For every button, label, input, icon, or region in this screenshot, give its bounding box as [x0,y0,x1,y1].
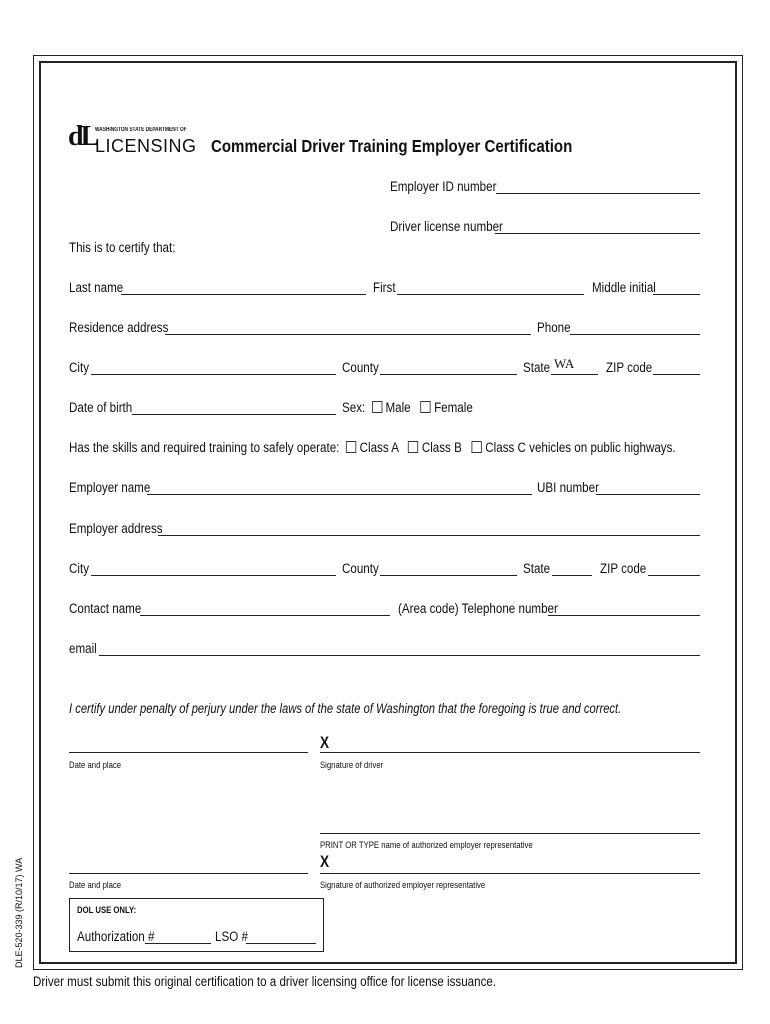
logo-name: LICENSING [95,136,197,156]
class-b-checkbox[interactable] [408,441,418,453]
city-field[interactable] [91,374,336,375]
rep-date-place-label: Date and place [69,880,122,890]
date-place-label: Date and place [69,760,122,770]
email-field[interactable] [99,655,700,656]
middle-initial-label: Middle initial [592,280,656,295]
dol-use-heading: DOL USE ONLY: [77,905,137,915]
print-name-field[interactable] [320,833,700,834]
employer-city-label: City [69,561,89,576]
logo-mark: dL [68,121,97,152]
female-label: Female [434,400,473,415]
class-b-label: Class B [421,440,462,455]
male-checkbox[interactable] [372,401,382,413]
logo-agency: WASHINGTON STATE DEPARTMENT OF [95,127,187,133]
contact-name-label: Contact name [69,601,142,616]
class-c-label: Class C vehicles on public highways. [485,440,676,455]
residence-address-field[interactable] [165,334,531,335]
employer-address-label: Employer address [69,521,163,536]
class-a-label: Class A [359,440,399,455]
footer-note: Driver must submit this original certification to a driver licensing office for license issuance. [33,974,497,989]
skills-label: Has the skills and required training to safely operate: [69,440,340,455]
employer-id-label: Employer ID number [390,179,497,194]
skills-row [69,440,676,455]
employer-name-label: Employer name [69,480,151,495]
state-field[interactable] [551,374,598,375]
driver-sign-x: X [320,733,330,752]
rep-signature-field[interactable] [320,873,700,874]
zip-label: ZIP code [606,360,653,375]
telephone-label: (Area code) Telephone number [398,601,558,616]
driver-license-field[interactable] [495,233,700,234]
phone-field[interactable] [570,334,700,335]
rep-date-place-field[interactable] [69,873,308,874]
dob-field[interactable] [132,414,336,415]
employer-county-field[interactable] [380,575,517,576]
sex-row [342,400,473,415]
driver-signature-label: Signature of driver [320,760,384,770]
sex-label: Sex: [342,400,366,415]
form-title: Commercial Driver Training Employer Certification [211,136,573,156]
employer-state-field[interactable] [552,575,592,576]
class-a-checkbox[interactable] [346,441,356,453]
lso-field[interactable] [246,943,316,944]
print-name-label: PRINT OR TYPE name of authorized employer representative [320,840,533,850]
county-label: County [342,360,379,375]
last-name-label: Last name [69,280,124,295]
first-name-field[interactable] [397,294,584,295]
middle-initial-field[interactable] [653,294,700,295]
female-checkbox[interactable] [420,401,430,413]
employer-city-field[interactable] [91,575,336,576]
telephone-field[interactable] [548,615,700,616]
employer-county-label: County [342,561,379,576]
county-field[interactable] [380,374,517,375]
ubi-field[interactable] [596,494,700,495]
employer-zip-field[interactable] [648,575,700,576]
state-label: State [523,360,551,375]
driver-signature-field[interactable] [320,752,700,753]
date-place-field[interactable] [69,752,308,753]
city-label: City [69,360,89,375]
last-name-field[interactable] [121,294,366,295]
ubi-label: UBI number [537,480,599,495]
employer-state-label: State [523,561,551,576]
authorization-field[interactable] [145,943,211,944]
employer-name-field[interactable] [147,494,532,495]
contact-name-field[interactable] [140,615,390,616]
dob-label: Date of birth [69,400,133,415]
rep-sign-x: X [320,852,330,871]
inner-border [39,61,737,964]
driver-license-label: Driver license number [390,219,503,234]
class-c-checkbox[interactable] [472,441,482,453]
lso-label: LSO # [215,929,248,944]
form-number: DLE-520-339 (R/10/17) WA [14,857,24,968]
certification-statement: I certify under penalty of perjury under the laws of the state of Washington that the foregoing is true and correct. [69,701,622,716]
employer-id-field[interactable] [496,193,700,194]
employer-zip-label: ZIP code [600,561,647,576]
zip-field[interactable] [653,374,700,375]
state-value: WA [554,356,575,371]
phone-label: Phone [537,320,571,335]
certify-text: This is to certify that: [69,240,176,255]
male-label: Male [385,400,411,415]
email-label: email [69,641,97,656]
rep-signature-label: Signature of authorized employer representative [320,880,486,890]
residence-address-label: Residence address [69,320,169,335]
authorization-label: Authorization # [77,929,155,944]
employer-address-field[interactable] [158,535,700,536]
first-name-label: First [373,280,396,295]
